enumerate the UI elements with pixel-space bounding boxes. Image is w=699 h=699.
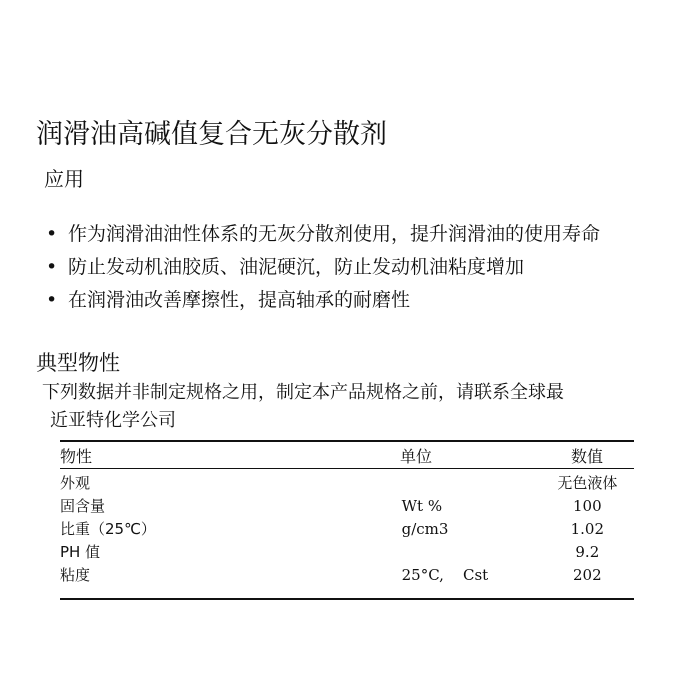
list-item: • 在润滑油改善摩擦性，提高轴承的耐磨性 <box>46 284 600 317</box>
cell-unit: Wt % <box>401 496 443 515</box>
disclaimer-line-1: 下列数据并非制定规格之用，制定本产品规格之前，请联系全球最 <box>42 382 564 403</box>
header-property: 物性 <box>60 446 93 466</box>
table-row <box>60 540 634 563</box>
table-row <box>60 563 634 586</box>
disclaimer-text <box>42 379 682 435</box>
cell-value: 9.2 <box>575 542 600 561</box>
properties-table <box>60 440 634 600</box>
cell-unit: g/cm3 <box>401 519 449 538</box>
cell-property: 固含量 <box>60 497 106 515</box>
page-title: 润滑油高碱值复合无灰分散剂 <box>36 119 387 150</box>
cell-value: 202 <box>573 565 602 584</box>
table-body <box>60 469 634 598</box>
cell-property: PH 值 <box>60 543 101 561</box>
table-row <box>60 517 634 540</box>
cell-property: 外观 <box>60 474 91 492</box>
cell-value: 无色液体 <box>557 474 618 492</box>
applications-list <box>46 218 600 317</box>
table-row <box>60 471 634 494</box>
properties-heading: 典型物性 <box>36 351 120 375</box>
list-item: • 防止发动机油胶质、油泥硬沉，防止发动机油粘度增加 <box>46 251 600 284</box>
header-unit: 单位 <box>400 446 433 466</box>
table-row <box>60 494 634 517</box>
header-value: 数值 <box>570 446 603 466</box>
list-item: • 作为润滑油油性体系的无灰分散剂使用，提升润滑油的使用寿命 <box>46 218 600 251</box>
table-header-row <box>60 442 634 469</box>
disclaimer-line-2: 近亚特化学公司 <box>50 410 176 431</box>
applications-heading: 应用 <box>44 167 84 191</box>
cell-property: 比重（25℃） <box>60 520 156 538</box>
cell-value: 100 <box>573 496 602 515</box>
cell-unit: 25°C, Cst <box>401 565 489 584</box>
cell-value: 1.02 <box>570 519 605 538</box>
cell-property: 粘度 <box>60 566 91 584</box>
